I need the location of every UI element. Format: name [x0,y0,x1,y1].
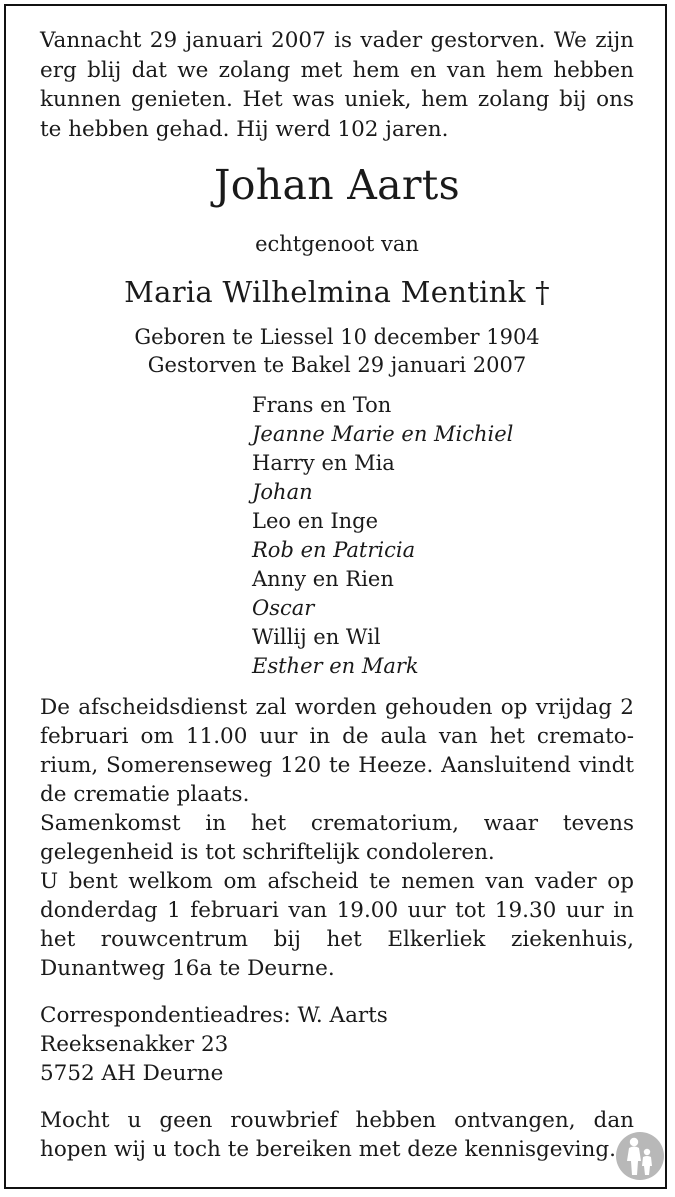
service-paragraph: U bent welkom om afscheid te nemen van vader op donderdag 1 februari van 19.00 uur tot 19.30 uur in het rouwcentrum bij het Elkerliek ziekenhuis, Dunantweg 16a te Deurne. [40,869,634,981]
death-notice [40,26,634,1164]
closing-paragraph: Mocht u geen rouwbrief hebben ontvangen, dan hopen wij u toch te bereiken met deze kennisgeving. [40,1108,634,1162]
spouse-name: Maria Wilhelmina Mentink † [124,275,550,309]
family-member: Anny en Rien [252,567,394,591]
family-member: Jeanne Marie en Michiel [252,422,514,446]
family-member: Rob en Patricia [252,538,416,562]
address-line: Correspondentieadres: W. Aarts [40,1003,388,1028]
address-line: Reeksenakker 23 [40,1032,229,1057]
life-dates [40,323,634,379]
grieving-figures-icon [615,1131,665,1181]
family-member: Esther en Mark [252,654,419,678]
deceased-name: Johan Aarts [214,161,460,209]
family-member: Oscar [252,596,315,620]
correspondence-address [40,1001,634,1088]
family-member: Harry en Mia [252,451,395,475]
service-details [40,693,634,983]
family-list [252,391,634,681]
family-member: Johan [252,480,313,504]
address-line: 5752 AH Deurne [40,1061,224,1086]
intro-paragraph: Vannacht 29 januari 2007 is vader gestorven. We zijn erg blij dat we zolang met hem en van hem hebben kunnen genieten. Het was uniek, hem zolang bij ons te hebben gehad. Hij werd 102 jaren. [40,28,634,142]
family-member: Willij en Wil [252,625,381,649]
family-member: Frans en Ton [252,393,392,417]
birth-line: Geboren te Liessel 10 december 1904 [134,325,540,349]
family-member: Leo en Inge [252,509,379,533]
death-line: Gestorven te Bakel 29 januari 2007 [147,353,527,377]
service-paragraph: Samenkomst in het crematorium, waar tevens gelegenheid is tot schriftelijk condoleren. [40,811,634,865]
service-paragraph: De afscheidsdienst zal worden gehouden op vrijdag 2 februari om 11.00 uur in de aula van het crematorium, Somerenseweg 120 te Heeze. Aansluitend vindt de crematie plaats. [40,695,634,807]
spouse-label: echtgenoot van [255,232,419,256]
